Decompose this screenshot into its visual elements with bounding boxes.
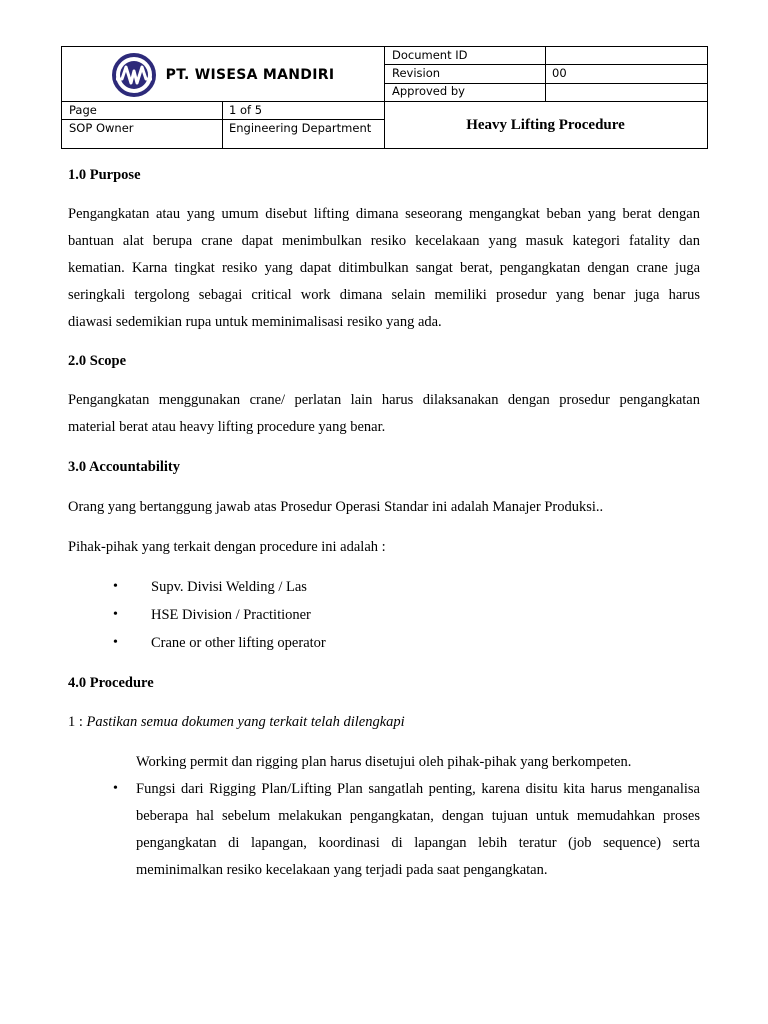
document-title: Heavy Lifting Procedure bbox=[466, 116, 625, 133]
purpose-line-4: seringkali tergolong sebagai critical work dimana selain memiliki prosedur yang benar juga harus bbox=[68, 287, 700, 303]
sop-owner-value: Engineering Department bbox=[229, 121, 372, 135]
company-logo-area bbox=[62, 47, 384, 102]
approved-by-label: Approved by bbox=[392, 84, 465, 98]
page-value: 1 of 5 bbox=[229, 103, 263, 117]
bullet-icon: • bbox=[113, 579, 118, 594]
procedure-bullet-line-2: beberapa hal sebelum melakukan pengangkatan, dengan tujuan untuk memudahkan proses bbox=[136, 808, 700, 824]
list-item: Crane or other lifting operator bbox=[151, 635, 326, 651]
procedure-bullet-line-1: Fungsi dari Rigging Plan/Lifting Plan sangatlah penting, karena disitu kita harus menganalisa bbox=[136, 781, 700, 797]
procedure-bullet-line-3: pengangkatan di lapangan, koordinasi di lapangan lebih teratur (job sequence) serta bbox=[136, 835, 700, 851]
scope-line-1: Pengangkatan menggunakan crane/ perlatan lain harus dilaksanakan dengan prosedur pengangkatan bbox=[68, 392, 700, 408]
purpose-line-5: diawasi sedemikian rupa untuk meminimalisasi resiko yang ada. bbox=[68, 314, 442, 330]
list-item: Supv. Divisi Welding / Las bbox=[151, 579, 307, 595]
purpose-line-2: bantuan alat berupa crane dapat menimbulkan resiko kecelakaan yang masuk kategori fatality dan bbox=[68, 233, 700, 249]
procedure-heading: 4.0 Procedure bbox=[68, 675, 154, 691]
step-number: 1 : bbox=[68, 714, 87, 730]
scope-heading: 2.0 Scope bbox=[68, 353, 126, 369]
step-title: Pastikan semua dokumen yang terkait telah dilengkapi bbox=[86, 714, 405, 730]
procedure-note: Working permit dan rigging plan harus disetujui oleh pihak-pihak yang berkompeten. bbox=[136, 754, 632, 770]
bullet-icon: • bbox=[113, 607, 118, 622]
purpose-line-1: Pengangkatan atau yang umum disebut lifting dimana seseorang mengangkat beban yang berat dengan bbox=[68, 206, 700, 222]
bullet-icon: • bbox=[113, 781, 118, 796]
bullet-icon: • bbox=[113, 635, 118, 650]
wm-logo-icon bbox=[112, 53, 156, 97]
revision-label: Revision bbox=[392, 66, 441, 80]
sop-owner-label: SOP Owner bbox=[69, 121, 134, 135]
purpose-line-3: kematian. Karna tingkat resiko yang dapat ditimbulkan sangat berat, pengangkatan dengan crane juga bbox=[68, 260, 700, 276]
page-label: Page bbox=[69, 103, 97, 117]
document-id-label: Document ID bbox=[392, 48, 468, 62]
company-name: PT. WISESA MANDIRI bbox=[165, 66, 335, 83]
procedure-step-1 bbox=[68, 714, 405, 731]
accountability-text-1: Orang yang bertanggung jawab atas Prosedur Operasi Standar ini adalah Manajer Produksi.. bbox=[68, 499, 604, 515]
list-item: HSE Division / Practitioner bbox=[151, 607, 311, 623]
purpose-heading: 1.0 Purpose bbox=[68, 167, 141, 183]
document-header-table bbox=[61, 46, 708, 149]
revision-value: 00 bbox=[552, 66, 567, 80]
accountability-text-2: Pihak-pihak yang terkait dengan procedure ini adalah : bbox=[68, 539, 386, 555]
accountability-heading: 3.0 Accountability bbox=[68, 459, 180, 475]
procedure-bullet-line-4: meminimalkan resiko kecelakaan yang terjadi pada saat pengangkatan. bbox=[136, 862, 548, 878]
scope-line-2: material berat atau heavy lifting procedure yang benar. bbox=[68, 419, 386, 435]
